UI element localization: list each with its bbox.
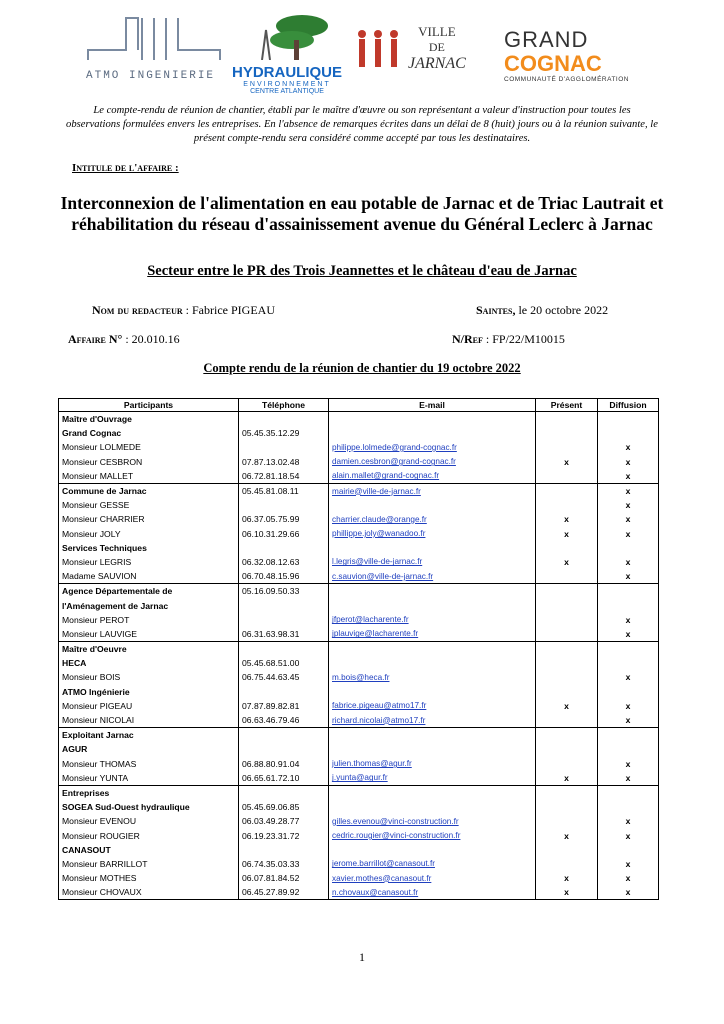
email-cell	[329, 656, 536, 670]
telephone-cell: 06.65.61.72.10	[239, 771, 329, 786]
participant-cell: Monsieur MALLET	[59, 469, 239, 484]
project-title: Interconnexion de l'alimentation en eau potable de Jarnac et de Triac Lautrait et réhabilitation du réseau d'assainissement avenue du Général Leclerc à Jarnac	[60, 193, 664, 234]
present-cell	[536, 757, 598, 771]
participant-cell: Monsieur BARRILLOT	[59, 857, 239, 871]
intro-notice: Le compte-rendu de réunion de chantier, établi par le maître d'œuvre ou son représentant a valeur d'instruction pour toutes les observations formulées envers les entreprises. En l'absence de remarques écrites dans un délai de 8 (huit) jours ou à la réunion suivante, le présent compte-rendu sera considéré comme accepté par tous les destinataires.	[66, 105, 658, 144]
telephone-cell	[239, 541, 329, 555]
email-cell[interactable]: jplauvige@lacharente.fr	[329, 627, 536, 642]
present-cell: x	[536, 555, 598, 569]
telephone-cell: 05.16.09.50.33	[239, 584, 329, 599]
diffusion-cell: x	[598, 670, 659, 684]
table-row	[59, 771, 659, 786]
col-email: E-mail	[329, 399, 536, 412]
diffusion-cell: x	[598, 699, 659, 713]
participant-cell: Madame SAUVION	[59, 569, 239, 584]
jarnac-ville: VILLE	[418, 24, 456, 39]
participant-cell: Agence Départementale de	[59, 584, 239, 599]
present-cell	[536, 642, 598, 657]
telephone-cell	[239, 440, 329, 454]
diffusion-cell: x	[598, 885, 659, 900]
telephone-cell: 06.70.48.15.96	[239, 569, 329, 584]
table-row	[59, 656, 659, 670]
present-cell	[536, 483, 598, 498]
atmo-logo-text: ATMO INGENIERIE	[86, 70, 216, 82]
table-row	[59, 541, 659, 555]
telephone-cell: 07.87.13.02.48	[239, 455, 329, 469]
table-row	[59, 742, 659, 756]
lieu-label: Saintes,	[476, 303, 516, 317]
present-cell	[536, 843, 598, 857]
cognac-grand: GRAND	[504, 27, 589, 52]
telephone-cell: 06.10.31.29.66	[239, 527, 329, 541]
cognac-sub: COMMUNAUTÉ D'AGGLOMÉRATION	[504, 76, 629, 83]
present-cell: x	[536, 871, 598, 885]
telephone-cell: 06.88.80.91.04	[239, 757, 329, 771]
email-cell[interactable]: jfperot@lacharente.fr	[329, 613, 536, 627]
email-cell	[329, 642, 536, 657]
present-cell	[536, 541, 598, 555]
email-cell[interactable]: alain.mallet@grand-cognac.fr	[329, 469, 536, 484]
participant-cell: Services Techniques	[59, 541, 239, 555]
participant-cell: Monsieur MOTHES	[59, 871, 239, 885]
table-row	[59, 469, 659, 484]
telephone-cell: 06.74.35.03.33	[239, 857, 329, 871]
table-row	[59, 584, 659, 599]
header-logos	[0, 10, 724, 100]
participant-cell: Monsieur CHOVAUX	[59, 885, 239, 900]
table-header	[59, 399, 659, 412]
telephone-cell: 06.63.46.79.46	[239, 713, 329, 728]
email-cell[interactable]: m.bois@heca.fr	[329, 670, 536, 684]
email-cell	[329, 498, 536, 512]
intitule-label: Intitule de l'affaire :	[72, 162, 179, 174]
participant-cell: Monsieur YUNTA	[59, 771, 239, 786]
participant-cell: Maître d'Oeuvre	[59, 642, 239, 657]
table-row	[59, 440, 659, 454]
hydraulique-sub2: CENTRE ATLANTIQUE	[250, 88, 324, 95]
table-row	[59, 843, 659, 857]
telephone-cell: 06.75.44.63.45	[239, 670, 329, 684]
diffusion-cell: x	[598, 455, 659, 469]
present-cell: x	[536, 527, 598, 541]
participant-cell: l'Aménagement de Jarnac	[59, 598, 239, 612]
redacteur-value: : Fabrice PIGEAU	[182, 303, 275, 317]
meeting-title: Compte rendu de la réunion de chantier du 19 octobre 2022	[203, 361, 521, 375]
present-cell	[536, 713, 598, 728]
participant-cell: AGUR	[59, 742, 239, 756]
lieu-date	[476, 303, 608, 318]
diffusion-cell: x	[598, 569, 659, 584]
jarnac-name: JARNAC	[408, 55, 466, 72]
cognac-logo	[504, 28, 644, 88]
participants-table	[58, 398, 659, 900]
participant-cell: Monsieur JOLY	[59, 527, 239, 541]
diffusion-cell	[598, 656, 659, 670]
table-row	[59, 642, 659, 657]
redacteur-label: Nom du redacteur	[92, 303, 183, 317]
present-cell	[536, 440, 598, 454]
hydraulique-main: HYDRAULIQUE	[232, 64, 343, 81]
table-row	[59, 785, 659, 800]
diffusion-cell: x	[598, 713, 659, 728]
present-cell	[536, 412, 598, 427]
diffusion-cell	[598, 642, 659, 657]
participant-cell: Monsieur NICOLAI	[59, 713, 239, 728]
table-row	[59, 885, 659, 900]
participant-cell: Maître d'Ouvrage	[59, 412, 239, 427]
present-cell: x	[536, 885, 598, 900]
page-number: 1	[359, 950, 365, 964]
email-cell[interactable]: c.sauvion@ville-de-jarnac.fr	[329, 569, 536, 584]
participant-cell: Monsieur EVENOU	[59, 814, 239, 828]
participant-cell: Monsieur LOLMEDE	[59, 440, 239, 454]
table-row	[59, 871, 659, 885]
diffusion-cell	[598, 598, 659, 612]
telephone-cell	[239, 785, 329, 800]
diffusion-cell: x	[598, 771, 659, 786]
reference	[452, 332, 565, 347]
atmo-logo-icon	[86, 12, 226, 72]
participant-cell: HECA	[59, 656, 239, 670]
present-cell	[536, 800, 598, 814]
email-cell	[329, 800, 536, 814]
email-cell	[329, 541, 536, 555]
telephone-cell	[239, 728, 329, 743]
cognac-name: COGNAC	[504, 51, 602, 76]
diffusion-cell: x	[598, 527, 659, 541]
table-body	[59, 412, 659, 900]
participant-cell: Commune de Jarnac	[59, 483, 239, 498]
diffusion-cell	[598, 800, 659, 814]
diffusion-cell: x	[598, 498, 659, 512]
lieu-value: le 20 octobre 2022	[515, 303, 609, 317]
diffusion-cell	[598, 426, 659, 440]
email-cell	[329, 685, 536, 699]
hydraulique-logo	[232, 12, 342, 98]
participant-cell: Monsieur BOIS	[59, 670, 239, 684]
email-cell	[329, 742, 536, 756]
present-cell	[536, 814, 598, 828]
telephone-cell: 05.45.35.12.29	[239, 426, 329, 440]
table-row	[59, 598, 659, 612]
telephone-cell: 06.72.81.18.54	[239, 469, 329, 484]
email-cell[interactable]: j.yunta@agur.fr	[329, 771, 536, 786]
telephone-cell: 05.45.68.51.00	[239, 656, 329, 670]
diffusion-cell: x	[598, 512, 659, 526]
diffusion-cell: x	[598, 814, 659, 828]
table-row	[59, 757, 659, 771]
email-cell[interactable]: philippe.lolmede@grand-cognac.fr	[329, 440, 536, 454]
participant-cell: Exploitant Jarnac	[59, 728, 239, 743]
telephone-cell	[239, 685, 329, 699]
email-cell[interactable]: mairie@ville-de-jarnac.fr	[329, 483, 536, 498]
diffusion-cell	[598, 843, 659, 857]
diffusion-cell: x	[598, 483, 659, 498]
telephone-cell: 05.45.81.08.11	[239, 483, 329, 498]
diffusion-cell: x	[598, 857, 659, 871]
table-row	[59, 670, 659, 684]
sector-subtitle: Secteur entre le PR des Trois Jeannettes et le château d'eau de Jarnac	[147, 263, 577, 279]
table-row	[59, 728, 659, 743]
diffusion-cell	[598, 685, 659, 699]
ref-label: N/Ref	[452, 332, 483, 346]
atmo-logo	[86, 12, 226, 92]
diffusion-cell	[598, 728, 659, 743]
table-row	[59, 613, 659, 627]
present-cell: x	[536, 512, 598, 526]
email-cell[interactable]: charrier.claude@orange.fr	[329, 512, 536, 526]
affaire-label: Affaire N°	[68, 332, 123, 346]
diffusion-cell	[598, 412, 659, 427]
email-cell[interactable]: cedric.rougier@vinci-construction.fr	[329, 828, 536, 842]
col-participants: Participants	[59, 399, 239, 412]
telephone-cell: 06.07.81.84.52	[239, 871, 329, 885]
table-row	[59, 857, 659, 871]
present-cell	[536, 426, 598, 440]
table-row	[59, 569, 659, 584]
table-row	[59, 828, 659, 842]
affaire-number	[68, 332, 180, 347]
telephone-cell: 06.31.63.98.31	[239, 627, 329, 642]
telephone-cell: 06.45.27.89.92	[239, 885, 329, 900]
present-cell: x	[536, 699, 598, 713]
email-cell[interactable]: damien.cesbron@grand-cognac.fr	[329, 455, 536, 469]
telephone-cell	[239, 412, 329, 427]
telephone-cell	[239, 613, 329, 627]
present-cell	[536, 728, 598, 743]
email-cell[interactable]: richard.nicolai@atmo17.fr	[329, 713, 536, 728]
present-cell	[536, 469, 598, 484]
participant-cell: Monsieur GESSE	[59, 498, 239, 512]
email-cell	[329, 584, 536, 599]
table-row	[59, 555, 659, 569]
participant-cell: Monsieur CESBRON	[59, 455, 239, 469]
table-row	[59, 412, 659, 427]
diffusion-cell: x	[598, 871, 659, 885]
email-cell	[329, 785, 536, 800]
participant-cell: SOGEA Sud-Ouest hydraulique	[59, 800, 239, 814]
present-cell	[536, 598, 598, 612]
table-row	[59, 627, 659, 642]
hydraulique-sub1: ENVIRONNEMENT	[243, 81, 331, 88]
jarnac-de: DE	[428, 40, 445, 54]
diffusion-cell	[598, 584, 659, 599]
table-row	[59, 713, 659, 728]
participant-cell: Monsieur PEROT	[59, 613, 239, 627]
email-cell[interactable]: xavier.mothes@canasout.fr	[329, 871, 536, 885]
email-cell	[329, 598, 536, 612]
present-cell	[536, 627, 598, 642]
present-cell	[536, 613, 598, 627]
participant-cell: Monsieur THOMAS	[59, 757, 239, 771]
table-row	[59, 512, 659, 526]
participant-cell: ATMO Ingénierie	[59, 685, 239, 699]
email-cell[interactable]: l.legris@ville-de-jarnac.fr	[329, 555, 536, 569]
diffusion-cell: x	[598, 555, 659, 569]
email-cell[interactable]: phillippe.joly@wanadoo.fr	[329, 527, 536, 541]
participant-cell: Monsieur LEGRIS	[59, 555, 239, 569]
affaire-value: : 20.010.16	[122, 332, 180, 346]
table-row	[59, 685, 659, 699]
email-cell[interactable]: julien.thomas@agur.fr	[329, 757, 536, 771]
jarnac-logo	[354, 20, 474, 100]
present-cell	[536, 584, 598, 599]
telephone-cell	[239, 843, 329, 857]
present-cell	[536, 656, 598, 670]
col-telephone: Téléphone	[239, 399, 329, 412]
present-cell: x	[536, 455, 598, 469]
participant-cell: Entreprises	[59, 785, 239, 800]
email-cell	[329, 728, 536, 743]
telephone-cell: 06.32.08.12.63	[239, 555, 329, 569]
email-cell	[329, 843, 536, 857]
diffusion-cell: x	[598, 627, 659, 642]
present-cell: x	[536, 771, 598, 786]
table-row	[59, 455, 659, 469]
participant-cell: Monsieur CHARRIER	[59, 512, 239, 526]
email-cell	[329, 412, 536, 427]
diffusion-cell: x	[598, 440, 659, 454]
email-cell[interactable]: jerome.barrillot@canasout.fr	[329, 857, 536, 871]
telephone-cell	[239, 598, 329, 612]
diffusion-cell	[598, 541, 659, 555]
present-cell	[536, 498, 598, 512]
diffusion-cell	[598, 785, 659, 800]
participant-cell: Monsieur PIGEAU	[59, 699, 239, 713]
participant-cell: Monsieur LAUVIGE	[59, 627, 239, 642]
present-cell	[536, 685, 598, 699]
table-row	[59, 699, 659, 713]
telephone-cell: 06.19.23.31.72	[239, 828, 329, 842]
present-cell	[536, 785, 598, 800]
tree-icon	[232, 12, 342, 60]
diffusion-cell: x	[598, 613, 659, 627]
table-row	[59, 426, 659, 440]
telephone-cell: 06.03.49.28.77	[239, 814, 329, 828]
telephone-cell	[239, 642, 329, 657]
telephone-cell: 06.37.05.75.99	[239, 512, 329, 526]
col-present: Présent	[536, 399, 598, 412]
present-cell	[536, 670, 598, 684]
ref-value: : FP/22/M10015	[482, 332, 565, 346]
email-cell[interactable]: gilles.evenou@vinci-construction.fr	[329, 814, 536, 828]
present-cell	[536, 742, 598, 756]
table-row	[59, 527, 659, 541]
diffusion-cell: x	[598, 469, 659, 484]
participant-cell: Grand Cognac	[59, 426, 239, 440]
email-cell[interactable]: fabrice.pigeau@atmo17.fr	[329, 699, 536, 713]
email-cell	[329, 426, 536, 440]
table-row	[59, 814, 659, 828]
col-diffusion: Diffusion	[598, 399, 659, 412]
table-row	[59, 483, 659, 498]
telephone-cell: 07.87.89.82.81	[239, 699, 329, 713]
present-cell	[536, 857, 598, 871]
present-cell: x	[536, 828, 598, 842]
telephone-cell	[239, 498, 329, 512]
telephone-cell: 05.45.69.06.85	[239, 800, 329, 814]
present-cell	[536, 569, 598, 584]
redacteur	[92, 303, 275, 318]
jarnac-figures-icon	[354, 28, 402, 72]
table-row	[59, 498, 659, 512]
table-row	[59, 800, 659, 814]
telephone-cell	[239, 742, 329, 756]
participant-cell: CANASOUT	[59, 843, 239, 857]
diffusion-cell	[598, 742, 659, 756]
diffusion-cell: x	[598, 757, 659, 771]
participant-cell: Monsieur ROUGIER	[59, 828, 239, 842]
diffusion-cell: x	[598, 828, 659, 842]
email-cell[interactable]: n.chovaux@canasout.fr	[329, 885, 536, 900]
